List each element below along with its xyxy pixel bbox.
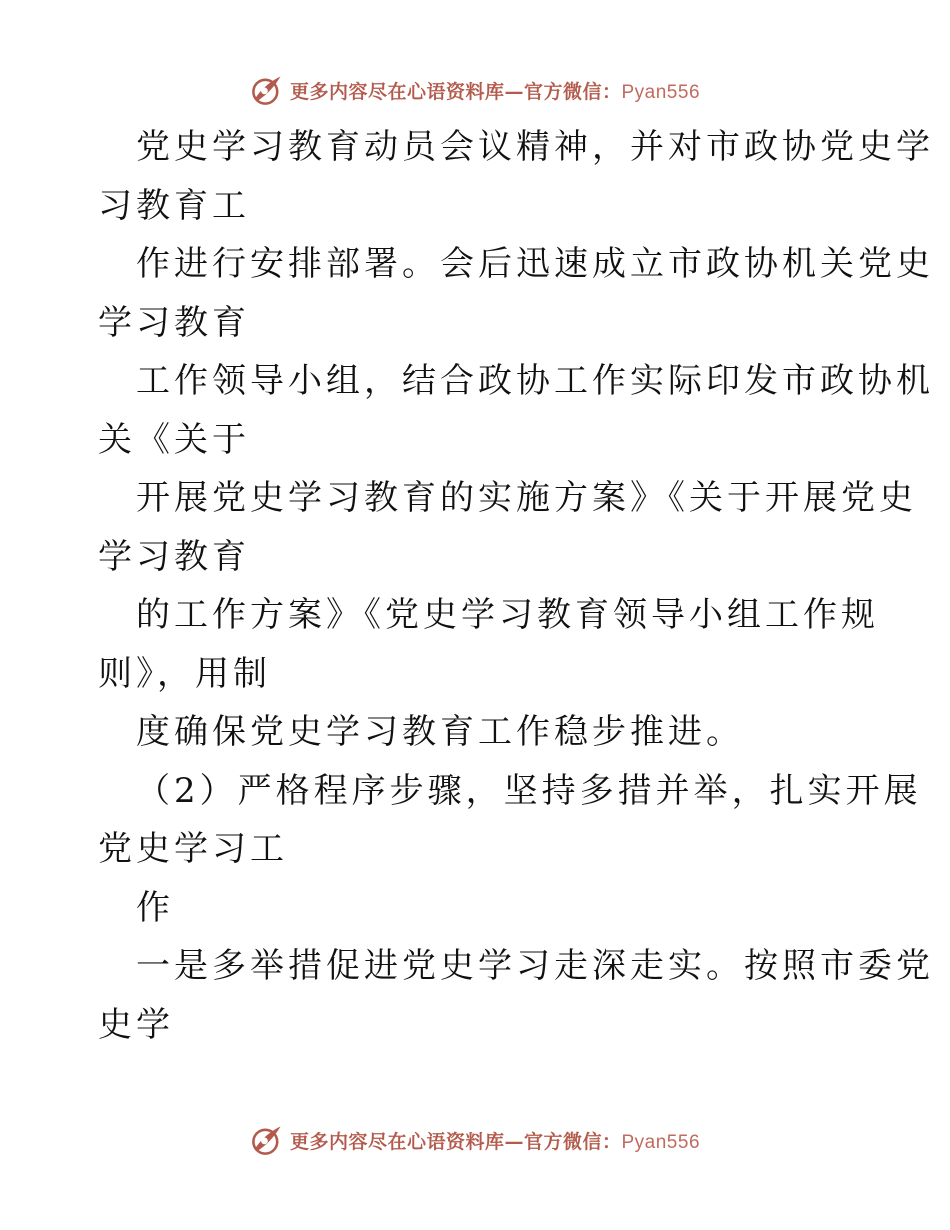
- footer-watermark: [0, 1120, 950, 1160]
- body-line: 工作领导小组，结合政协工作实际印发市政协机: [136, 361, 934, 401]
- watermark-text: 更多内容尽在心语资料库—官方微信：Pyan556: [289, 1130, 701, 1153]
- quill-logo-icon: [250, 73, 284, 107]
- watermark-wechat-id: Pyan556: [621, 81, 701, 103]
- watermark-wechat-id: Pyan556: [621, 1131, 701, 1153]
- body-line: 关《关于: [98, 419, 250, 460]
- body-line: 度确保党史学习教育工作稳步推进。: [136, 712, 744, 752]
- section-heading: （2）严格程序步骤，坚持多措并举，扎实开展: [136, 770, 922, 811]
- body-line: 开展党史学习教育的实施方案》《关于开展党史: [136, 478, 917, 518]
- body-line: 作进行安排部署。会后迅速成立市政协机关党史: [136, 244, 934, 284]
- body-line: 党史学习工: [98, 829, 288, 869]
- body-line: 党史学习教育动员会议精神，并对市政协党史学: [136, 127, 934, 167]
- header-watermark: [0, 70, 950, 110]
- body-line: 作: [136, 887, 174, 928]
- body-line: 则》，用制: [98, 653, 271, 694]
- watermark-text: 更多内容尽在心语资料库—官方微信：Pyan556: [289, 80, 701, 103]
- document-body: [98, 118, 934, 1054]
- body-line: 学习教育: [98, 536, 250, 577]
- body-line: 习教育工: [98, 185, 250, 226]
- body-line: 学习教育: [98, 302, 250, 343]
- body-line: 一是多举措促进党史学习走深走实。按照市委党: [136, 946, 934, 986]
- body-line: 史学: [98, 1004, 174, 1045]
- body-line: 的工作方案》《党史学习教育领导小组工作规: [136, 595, 879, 635]
- quill-logo-icon: [250, 1123, 284, 1157]
